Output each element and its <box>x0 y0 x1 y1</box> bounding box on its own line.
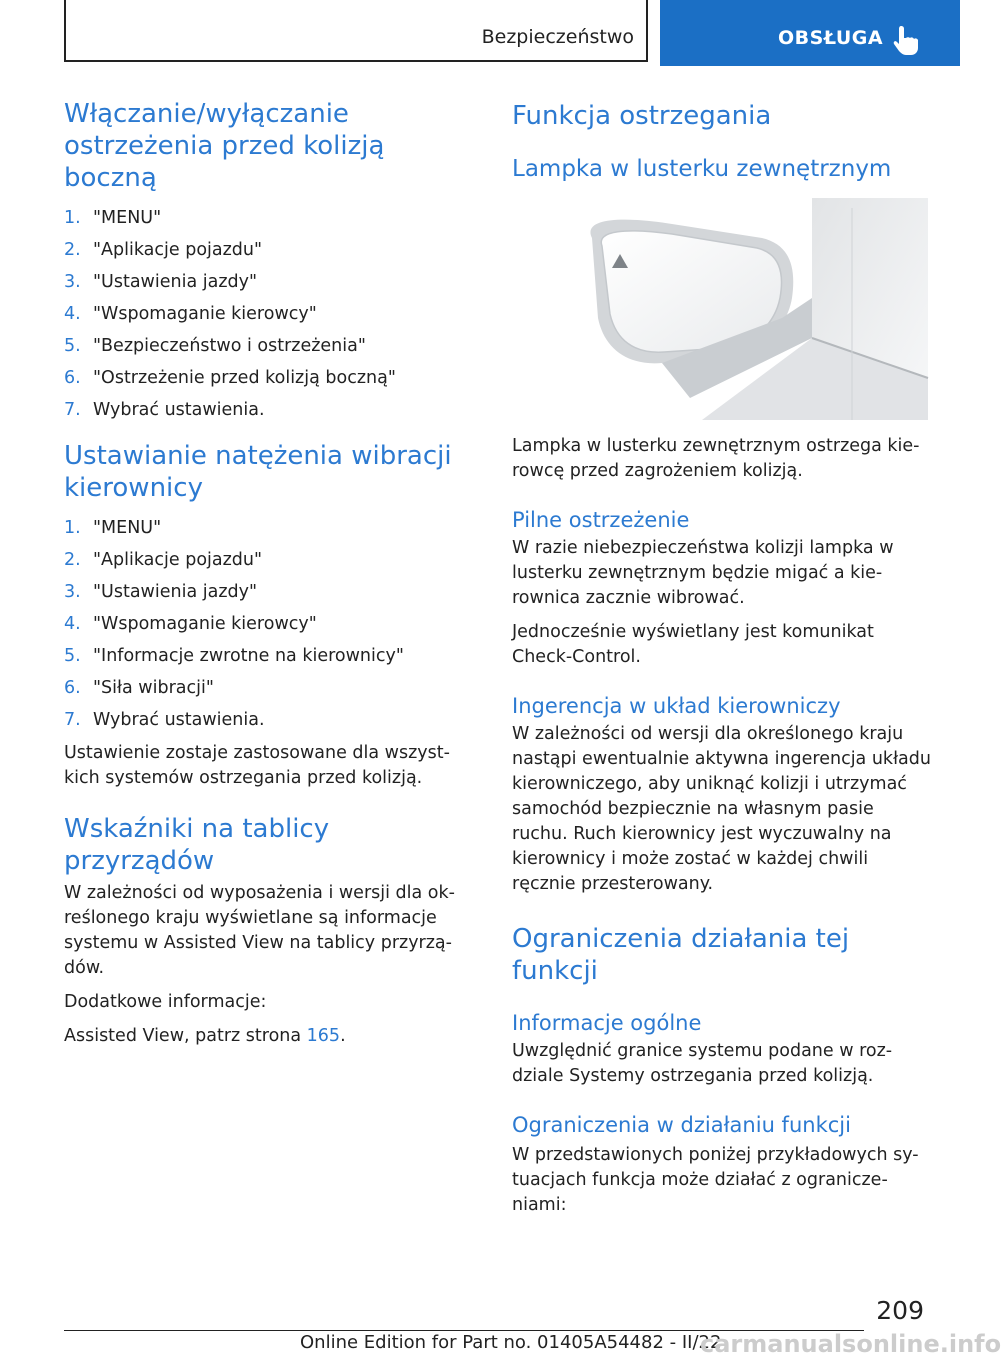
step-number: 7. <box>64 400 81 420</box>
operating-limits-paragraph: W przedstawionych poniżej przykładowych sy-tuacjach funkcja może działać z ogranicze-niami: <box>512 1145 919 1215</box>
step-number: 6. <box>64 678 81 698</box>
step-number: 1. <box>64 518 81 538</box>
step-number: 5. <box>64 646 81 666</box>
list-item <box>64 394 464 426</box>
general-info-paragraph: Uwzględnić granice systemu podane w roz-dziale Systemy ostrzegania przed kolizją. <box>512 1041 893 1086</box>
assisted-view-text: Assisted View, patrz strona <box>64 1026 307 1046</box>
urgent-warning-paragraph: W razie niebezpieczeństwa kolizji lampka w lusterku zewnętrznym będzie migać a kie-rownica zacznie wibrować. <box>512 538 894 608</box>
step-number: 1. <box>64 208 81 228</box>
step-number: 4. <box>64 614 81 634</box>
list-item <box>64 576 464 608</box>
section-title-instrument-cluster: Wskaźniki na tablicy przyrządów <box>64 814 330 876</box>
assisted-view-end: . <box>340 1026 346 1046</box>
section-title-vibration: Ustawianie natężenia wibracji kierownicy <box>64 441 452 503</box>
step-number: 7. <box>64 710 81 730</box>
step-text: "Aplikacje pojazdu" <box>93 550 263 570</box>
step-text: "Bezpieczeństwo i ostrzeżenia" <box>93 336 366 356</box>
watermark: carmanualsonline.info <box>700 1330 1001 1358</box>
list-item <box>64 704 464 736</box>
list-item <box>64 234 464 266</box>
side-mirror-warning-light-image <box>512 198 928 420</box>
left-column <box>64 92 464 1049</box>
section-title-warning-function: Funkcja ostrzegania <box>512 101 772 131</box>
header-section-box <box>64 0 648 62</box>
pointing-hand-icon <box>892 24 922 56</box>
steps-list-vibration <box>64 512 464 736</box>
step-number: 4. <box>64 304 81 324</box>
list-item <box>64 608 464 640</box>
step-text: "Ostrzeżenie przed kolizją boczną" <box>93 368 396 388</box>
step-text: "MENU" <box>93 518 162 538</box>
step-text: "MENU" <box>93 208 162 228</box>
step-text: "Wspomaganie kierowcy" <box>93 614 317 634</box>
additional-info-label: Dodatkowe informacje: <box>64 992 267 1012</box>
step-number: 3. <box>64 582 81 602</box>
list-item <box>64 362 464 394</box>
header-section-title: Bezpieczeństwo <box>481 26 634 48</box>
subtitle-general-info: Informacje ogólne <box>512 1011 702 1035</box>
section-title-function-limits: Ograniczenia działania tej funkcji <box>512 924 850 986</box>
mirror-light-paragraph: Lampka w lusterku zewnętrznym ostrzega kie-rowcę przed zagrożeniem kolizją. <box>512 436 920 481</box>
step-text: "Aplikacje pojazdu" <box>93 240 263 260</box>
step-number: 5. <box>64 336 81 356</box>
list-item <box>64 202 464 234</box>
header-chapter-tab <box>660 0 960 66</box>
step-text: Wybrać ustawienia. <box>93 400 265 420</box>
list-item <box>64 298 464 330</box>
list-item <box>64 266 464 298</box>
list-item <box>64 512 464 544</box>
assisted-view-reference <box>64 1024 464 1049</box>
step-text: "Wspomaganie kierowcy" <box>93 304 317 324</box>
subtitle-mirror-light: Lampka w lusterku zewnętrznym <box>512 156 892 182</box>
page-link-165[interactable]: 165 <box>306 1026 341 1046</box>
instrument-cluster-paragraph: W zależności od wyposażenia i wersji dla ok-reślonego kraju wyświetlane są informacje systemu w Assisted View na tablicy przyrzą-dów. <box>64 883 455 978</box>
list-item <box>64 640 464 672</box>
footer-edition: Online Edition for Part no. 01405A54482 - II/22 <box>300 1332 722 1353</box>
subtitle-steering-intervention: Ingerencja w układ kierowniczy <box>512 694 841 718</box>
step-number: 2. <box>64 550 81 570</box>
steering-intervention-paragraph: W zależności od wersji dla określonego kraju nastąpi ewentualnie aktywna ingerencja układu kierowniczego, aby uniknąć kolizji i utrzymać samochód bezpiecznie na własnym pasie ruchu. Ruch kierownicy jest wyczuwalny na kierownicy i może zostać w każdej chwili ręcznie przesterowany. <box>512 724 931 894</box>
page-number: 209 <box>876 1296 924 1325</box>
step-number: 3. <box>64 272 81 292</box>
step-number: 6. <box>64 368 81 388</box>
subtitle-operating-limits: Ograniczenia w działaniu funkcji <box>512 1113 851 1137</box>
check-control-paragraph: Jednocześnie wyświetlany jest komunikat Check-Control. <box>512 622 874 667</box>
list-item <box>64 330 464 362</box>
vibration-note: Ustawienie zostaje zastosowane dla wszyst-kich systemów ostrzegania przed kolizją. <box>64 743 450 788</box>
steps-list-side-collision <box>64 202 464 426</box>
step-text: "Ustawienia jazdy" <box>93 272 258 292</box>
step-text: Wybrać ustawienia. <box>93 710 265 730</box>
list-item <box>64 544 464 576</box>
step-number: 2. <box>64 240 81 260</box>
step-text: "Informacje zwrotne na kierownicy" <box>93 646 404 666</box>
list-item <box>64 672 464 704</box>
header-chapter-title: OBSŁUGA <box>778 27 884 49</box>
step-text: "Ustawienia jazdy" <box>93 582 258 602</box>
subtitle-urgent-warning: Pilne ostrzeżenie <box>512 508 690 532</box>
section-title-side-collision: Włączanie/wyłączanie ostrzeżenia przed kolizją boczną <box>64 99 385 193</box>
right-column <box>512 92 932 1218</box>
step-text: "Siła wibracji" <box>93 678 214 698</box>
